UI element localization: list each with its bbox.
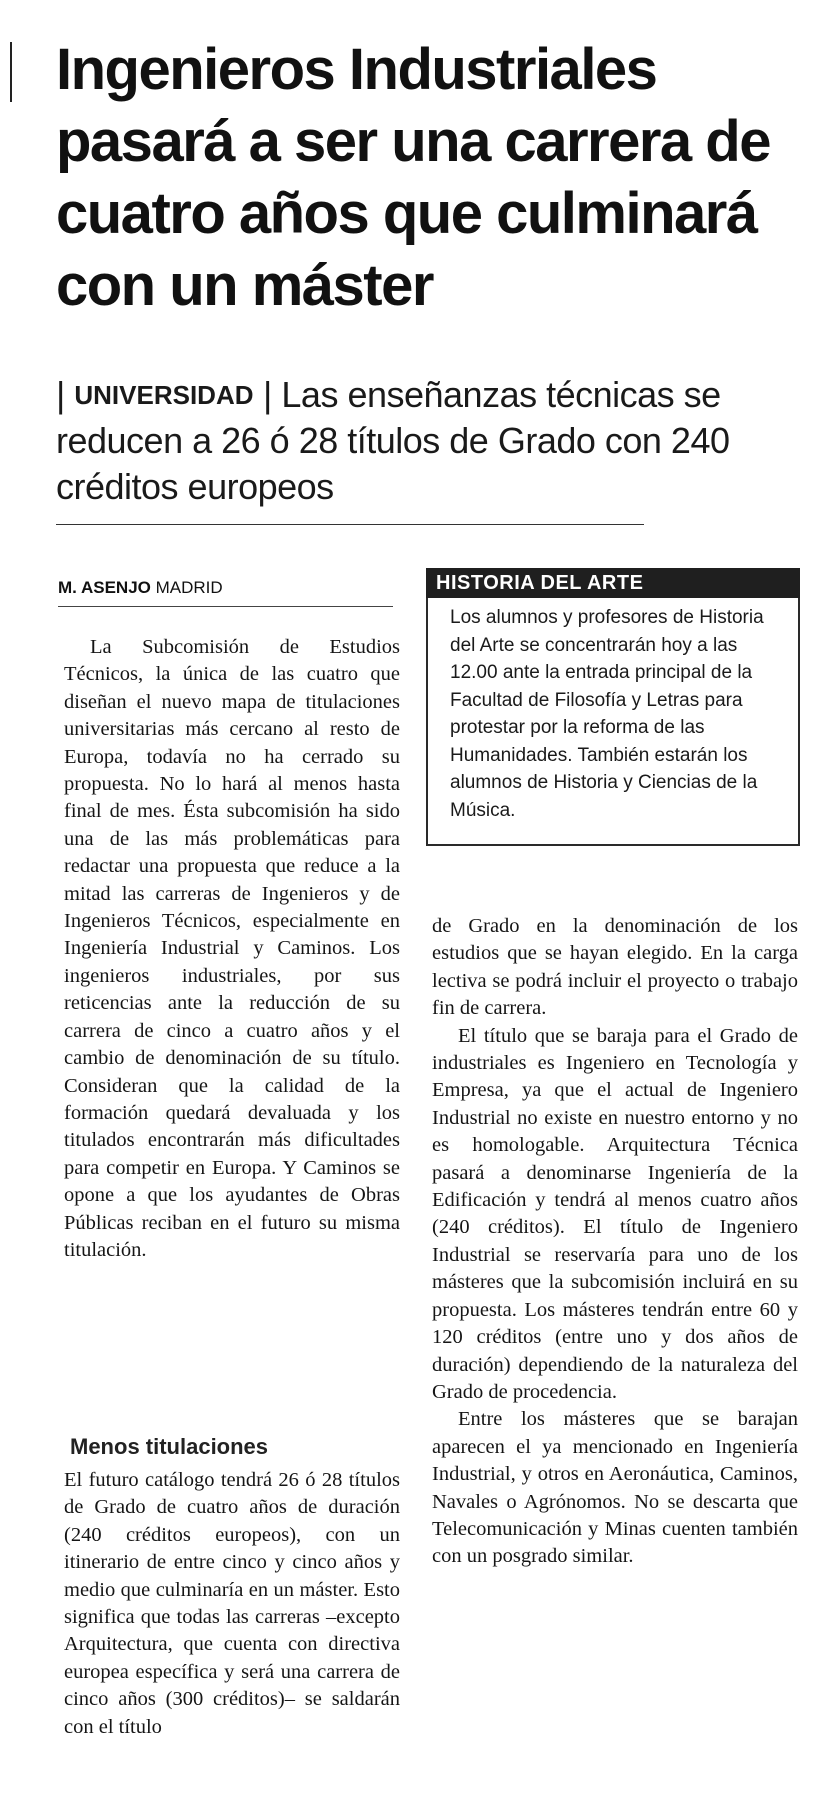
- article-paragraph: El futuro catálogo tendrá 26 ó 28 títulos de Grado de cuatro años de duración (240 créditos europeos), con un itinerario de entre cinco y cinco años y medio que culminaría en un máster. Esto significa que todas las carreras –excepto Arquitectura, que cuenta con directiva europea específica y será una carrera de cinco años (300 créditos)– se saldarán con el título: [64, 1469, 400, 1738]
- subhead-bar-left: |: [56, 374, 65, 415]
- subheadline: [56, 372, 796, 510]
- sidebar-text: Los alumnos y profesores de Historia del Arte se concentrarán hoy a las 12.00 ante la entrada principal de la Facultad de Filosofía y Letras para protestar por la reforma de las Humanidades. También estarán los alumnos de Historia y Ciencias de la Música.: [426, 598, 800, 846]
- article-paragraph: Entre los másteres que se barajan aparecen el ya mencionado en Ingeniería Industrial, y otros en Aeronáutica, Caminos, Navales o Agrónomos. No se descarta que Telecomunicación y Minas cuenten también con un posgrado similar.: [432, 1408, 798, 1568]
- article-column-2: [432, 913, 798, 1571]
- headline: Ingenieros Industriales pasará a ser una carrera de cuatro años que culminará con un máster: [56, 37, 770, 318]
- headline-divider: [56, 524, 644, 525]
- byline: [58, 578, 388, 598]
- byline-author: M. ASENJO: [58, 578, 151, 597]
- article-paragraph: La Subcomisión de Estudios Técnicos, la única de las cuatro que diseñan el nuevo mapa de titulaciones universitarias más cercano al resto de Europa, todavía no ha cerrado su propuesta. No lo hará al menos hasta final de mes. Ésta subcomisión ha sido una de las más problemáticas para redactar una propuesta que reduce a la mitad las carreras de Ingenieros y de Ingenieros Técnicos, especialmente en Ingeniería Industrial y Caminos. Los ingenieros industriales, por sus reticencias ante la reducción de su carrera de cinco a cuatro años y el cambio de denominación de su título. Consideran que la calidad de la formación quedará devaluada y los titulados encontrarán más dificultades para competir en Europa. Y Caminos se opone a que los ayudantes de Obras Públicas reciban en el futuro su misma titulación.: [64, 636, 400, 1261]
- byline-place: MADRID: [155, 578, 223, 597]
- article-column-1: [64, 634, 400, 1264]
- subhead-text: Las enseñanzas técnicas se reducen a 26 ó 28 títulos de Grado con 240 créditos europeos: [56, 374, 730, 507]
- section-tag: UNIVERSIDAD: [74, 380, 254, 410]
- article-paragraph: de Grado en la denominación de los estudios que se hayan elegido. En la carga lectiva se podrá incluir el proyecto o trabajo fin de carrera.: [432, 915, 798, 1020]
- article-paragraph: El título que se baraja para el Grado de industriales es Ingeniero en Tecnología y Empresa, ya que el actual de Ingeniero Industrial no existe en nuestro entorno y no es homologable. Arquitectura Técnica pasará a denominarse Ingeniería de la Edificación y tendrá al menos cuatro años (240 créditos). El título de Ingeniero Industrial se reservaría para uno de los másteres que la subcomisión incluirá en su propuesta. Los másteres tendrán entre 60 y 120 créditos (entre uno y dos años de duración) dependiendo de la naturaleza del Grado de procedencia.: [432, 1024, 798, 1403]
- article-column-1-continued: [64, 1467, 400, 1741]
- subhead-bar-right: |: [263, 374, 272, 415]
- left-margin-rule: [10, 42, 12, 102]
- sidebar-box: [426, 568, 800, 846]
- article-subheading: Menos titulaciones: [70, 1434, 269, 1459]
- sidebar-title: HISTORIA DEL ARTE: [426, 568, 800, 598]
- byline-divider: [58, 606, 393, 607]
